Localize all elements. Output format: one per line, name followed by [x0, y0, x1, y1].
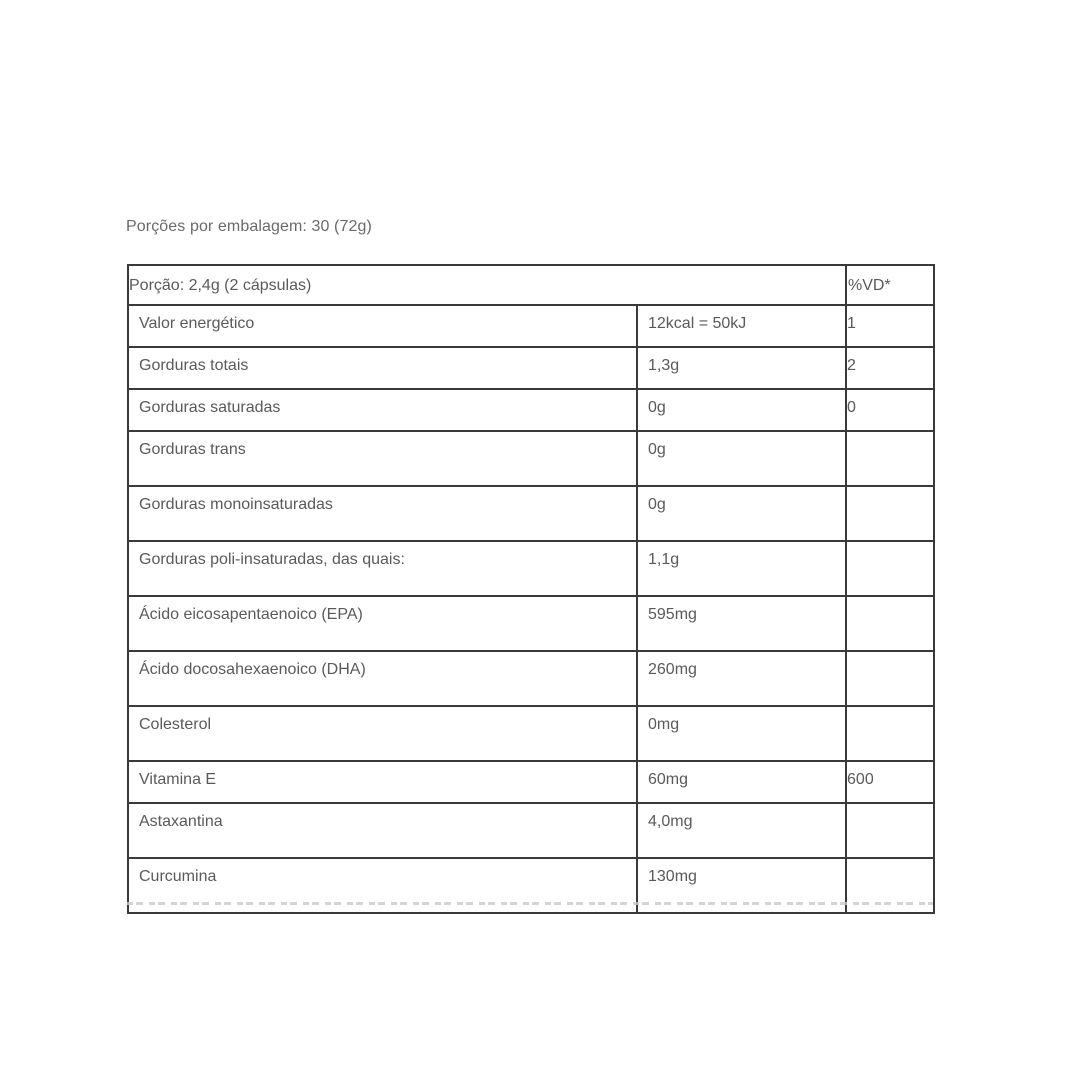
nutrient-amount: 260mg: [637, 651, 846, 706]
table-row: [128, 706, 934, 761]
nutrient-daily-value: [846, 706, 934, 761]
table-row: [128, 431, 934, 486]
table-row: [128, 389, 934, 431]
nutrient-amount: 1,1g: [637, 541, 846, 596]
servings-per-package: Porções por embalagem: 30 (72g): [126, 218, 372, 235]
nutrient-name: Gorduras monoinsaturadas: [128, 486, 637, 541]
nutrient-name: Ácido docosahexaenoico (DHA): [128, 651, 637, 706]
nutrient-daily-value: [846, 651, 934, 706]
nutrient-name: Gorduras poli-insaturadas, das quais:: [128, 541, 637, 596]
nutrient-name: Vitamina E: [128, 761, 637, 803]
table-row: [128, 486, 934, 541]
nutrient-amount: 0g: [637, 486, 846, 541]
nutrient-name: Gorduras totais: [128, 347, 637, 389]
table-row: [128, 596, 934, 651]
nutrient-amount: 595mg: [637, 596, 846, 651]
nutrient-amount: 0g: [637, 431, 846, 486]
table-row: [128, 803, 934, 858]
nutrient-name: Ácido eicosapentaenoico (EPA): [128, 596, 637, 651]
nutrient-daily-value: 0: [846, 389, 934, 431]
nutrient-daily-value: [846, 541, 934, 596]
nutrient-daily-value: 600: [846, 761, 934, 803]
table-row: [128, 651, 934, 706]
nutrient-daily-value: 2: [846, 347, 934, 389]
nutrient-name: Colesterol: [128, 706, 637, 761]
nutrient-name: Gorduras saturadas: [128, 389, 637, 431]
portion-header: Porção: 2,4g (2 cápsulas): [128, 265, 846, 305]
nutrient-daily-value: [846, 431, 934, 486]
nutrient-name: Valor energético: [128, 305, 637, 347]
nutrition-facts-table: [127, 264, 935, 914]
nutrient-daily-value: 1: [846, 305, 934, 347]
nutrient-name: Gorduras trans: [128, 431, 637, 486]
nutrient-daily-value: [846, 486, 934, 541]
table-row: [128, 305, 934, 347]
table-row: [128, 541, 934, 596]
nutrient-amount: 1,3g: [637, 347, 846, 389]
cropped-footnote-text: [127, 902, 933, 905]
nutrient-amount: 0g: [637, 389, 846, 431]
nutrient-amount: 12kcal = 50kJ: [637, 305, 846, 347]
nutrient-daily-value: [846, 596, 934, 651]
nutrient-amount: 0mg: [637, 706, 846, 761]
nutrient-name: Astaxantina: [128, 803, 637, 858]
table-row: [128, 347, 934, 389]
daily-value-header: %VD*: [846, 265, 934, 305]
nutrient-amount: 130mg: [637, 858, 846, 913]
nutrient-amount: 60mg: [637, 761, 846, 803]
table-header-row: [128, 265, 934, 305]
nutrient-amount: 4,0mg: [637, 803, 846, 858]
table-row: [128, 761, 934, 803]
nutrient-name: Curcumina: [128, 858, 637, 913]
nutrient-daily-value: [846, 803, 934, 858]
